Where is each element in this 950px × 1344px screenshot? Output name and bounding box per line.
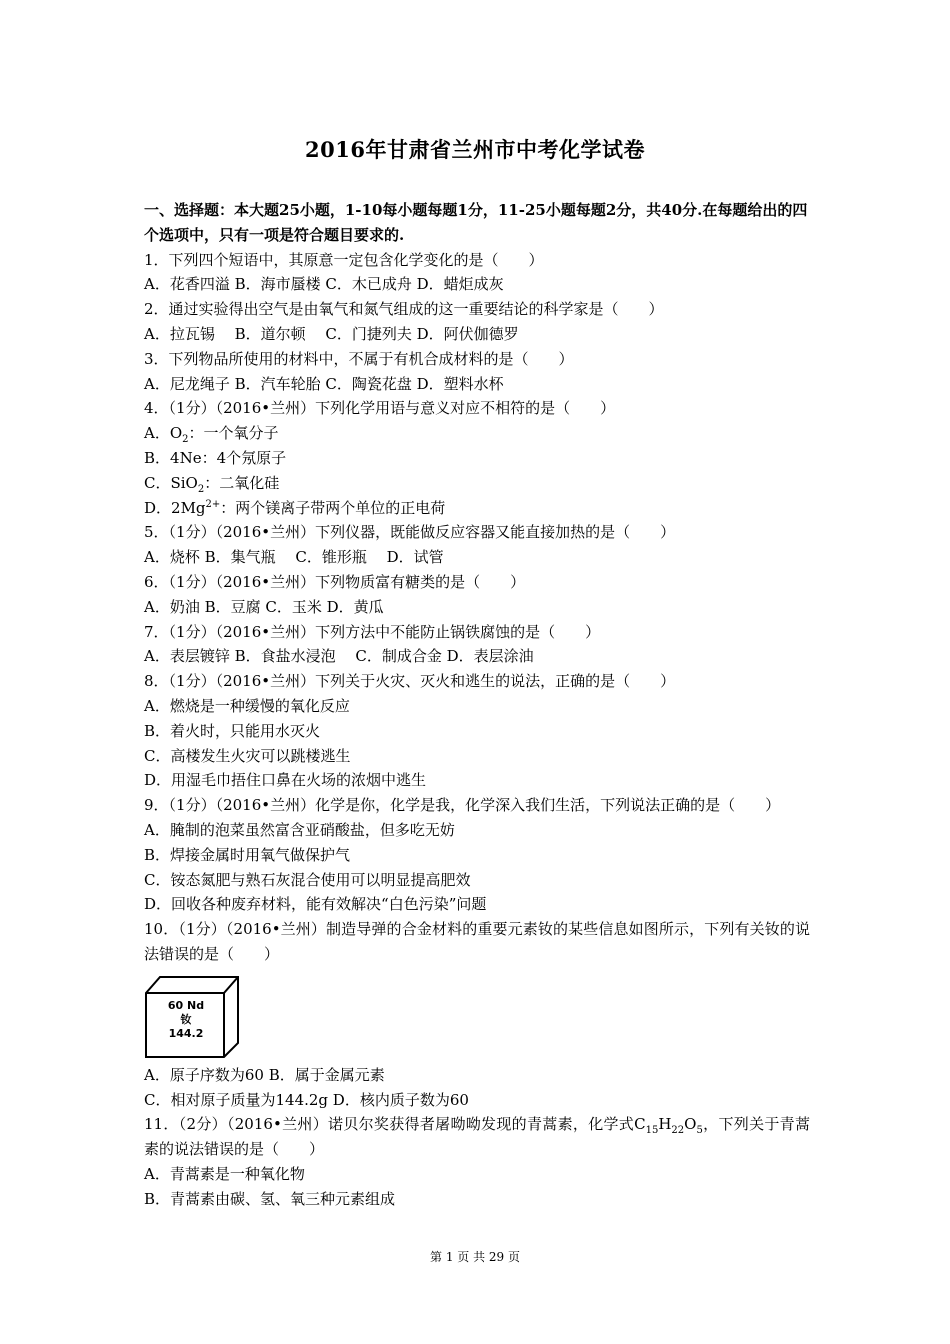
element-symbol-label: 60 Nd <box>167 998 205 1012</box>
q4-option-a: A．$O_2$：一个氧分子 <box>144 424 279 446</box>
q5-stem: 5．（1分）（2016•兰州）下列仪器，既能做反应容器又能直接加热的是（ ） <box>144 523 676 542</box>
section-heading: 一、选择题：本大题25小题，1-10每小题每题1分，11-25小题每题2分，共40分.在每题给出的四个选项中，只有一项是符合题目要求的. <box>144 201 808 244</box>
element-name-label: 钕 <box>180 1012 192 1026</box>
q2-stem: 2．通过实验得出空气是由氧气和氮气组成的这一重要结论的科学家是（ ） <box>144 300 664 319</box>
q7-options: A．表层镀锌 B．食盐水浸泡 C．制成合金 D．表层涂油 <box>144 647 534 666</box>
q9-option-b: B．焊接金属时用氧气做保护气 <box>144 845 351 864</box>
q9-option-d: D．回收各种废弃材料，能有效解决“白色污染”问题 <box>144 895 487 914</box>
document-title: 2016年甘肃省兰州市中考化学试卷 <box>305 137 645 162</box>
q4-stem: 4．（1分）（2016•兰州）下列化学用语与意义对应不相符的是（ ） <box>144 399 616 418</box>
q1-options: A．花香四溢 B．海市蜃楼 C．木已成舟 D．蜡炬成灰 <box>144 275 504 294</box>
q11-option-a: A．青蒿素是一种氧化物 <box>144 1164 305 1183</box>
q10-options-ab: A．原子序数为60 B．属于金属元素 <box>144 1065 385 1084</box>
q8-option-a: A．燃烧是一种缓慢的氧化反应 <box>144 696 350 715</box>
q5-options: A．烧杯 B．集气瓶 C．锥形瓶 D．试管 <box>144 548 444 567</box>
q10-options-cd: C．相对原子质量为144.2g D．核内质子数为60 <box>144 1090 469 1109</box>
question-body <box>144 198 810 1211</box>
q11-option-b: B．青蒿素由碳、氢、氧三种元素组成 <box>144 1189 396 1208</box>
q8-option-c: C．高楼发生火灾可以跳楼逃生 <box>144 746 351 765</box>
q3-stem: 3．下列物品所使用的材料中，不属于有机合成材料的是（ ） <box>144 349 574 368</box>
q7-stem: 7．（1分）（2016•兰州）下列方法中不能防止锅铁腐蚀的是（ ） <box>144 622 601 641</box>
q8-option-d: D．用湿毛巾捂住口鼻在火场的浓烟中逃生 <box>144 771 427 790</box>
q9-option-c: C．铵态氮肥与熟石灰混合使用可以明显提高肥效 <box>144 870 471 889</box>
q6-options: A．奶油 B．豆腐 C．玉米 D．黄瓜 <box>144 597 384 616</box>
q6-stem: 6．（1分）（2016•兰州）下列物质富有糖类的是（ ） <box>144 572 526 591</box>
q3-options: A．尼龙绳子 B．汽车轮胎 C．陶瓷花盘 D．塑料水杯 <box>144 374 504 393</box>
q9-option-a: A．腌制的泡菜虽然富含亚硝酸盐，但多吃无妨 <box>144 820 455 839</box>
q4-option-b: B．4Ne：4个氖原子 <box>144 448 287 467</box>
q2-options: A．拉瓦锡 B．道尔顿 C．门捷列夫 D．阿伏伽德罗 <box>144 324 519 343</box>
element-mass-label: 144.2 <box>168 1026 204 1040</box>
q10-stem: 10．（1分）（2016•兰州）制造导弹的合金材料的重要元素钕的某些信息如图所示，下列有关钕的说法错误的是（ ） <box>144 920 810 963</box>
page-footer: 第 1 页 共 29 页 <box>430 1250 520 1264</box>
q4-option-d: D．$2Mg^{2+}$：两个镁离子带两个单位的正电荷 <box>144 498 446 517</box>
q8-option-b: B．着火时，只能用水灭火 <box>144 721 321 740</box>
element-card-figure <box>144 973 240 1059</box>
q8-stem: 8．（1分）（2016•兰州）下列关于火灾、灭火和逃生的说法，正确的是（ ） <box>144 672 676 691</box>
q11-stem: 11．（2分）（2016•兰州）诺贝尔奖获得者屠呦呦发现的青蒿素，化学式$C_{15}H_{22}O_5$，下列关于青蒿素的说法错误的是（ ） <box>144 1115 810 1159</box>
q9-stem: 9．（1分）（2016•兰州）化学是你，化学是我，化学深入我们生活，下列说法正确的是（ ） <box>144 796 781 815</box>
q1-stem: 1．下列四个短语中，其原意一定包含化学变化的是（ ） <box>144 250 544 269</box>
q4-option-c: C．SiO$_2$：二氧化硅 <box>144 473 280 495</box>
